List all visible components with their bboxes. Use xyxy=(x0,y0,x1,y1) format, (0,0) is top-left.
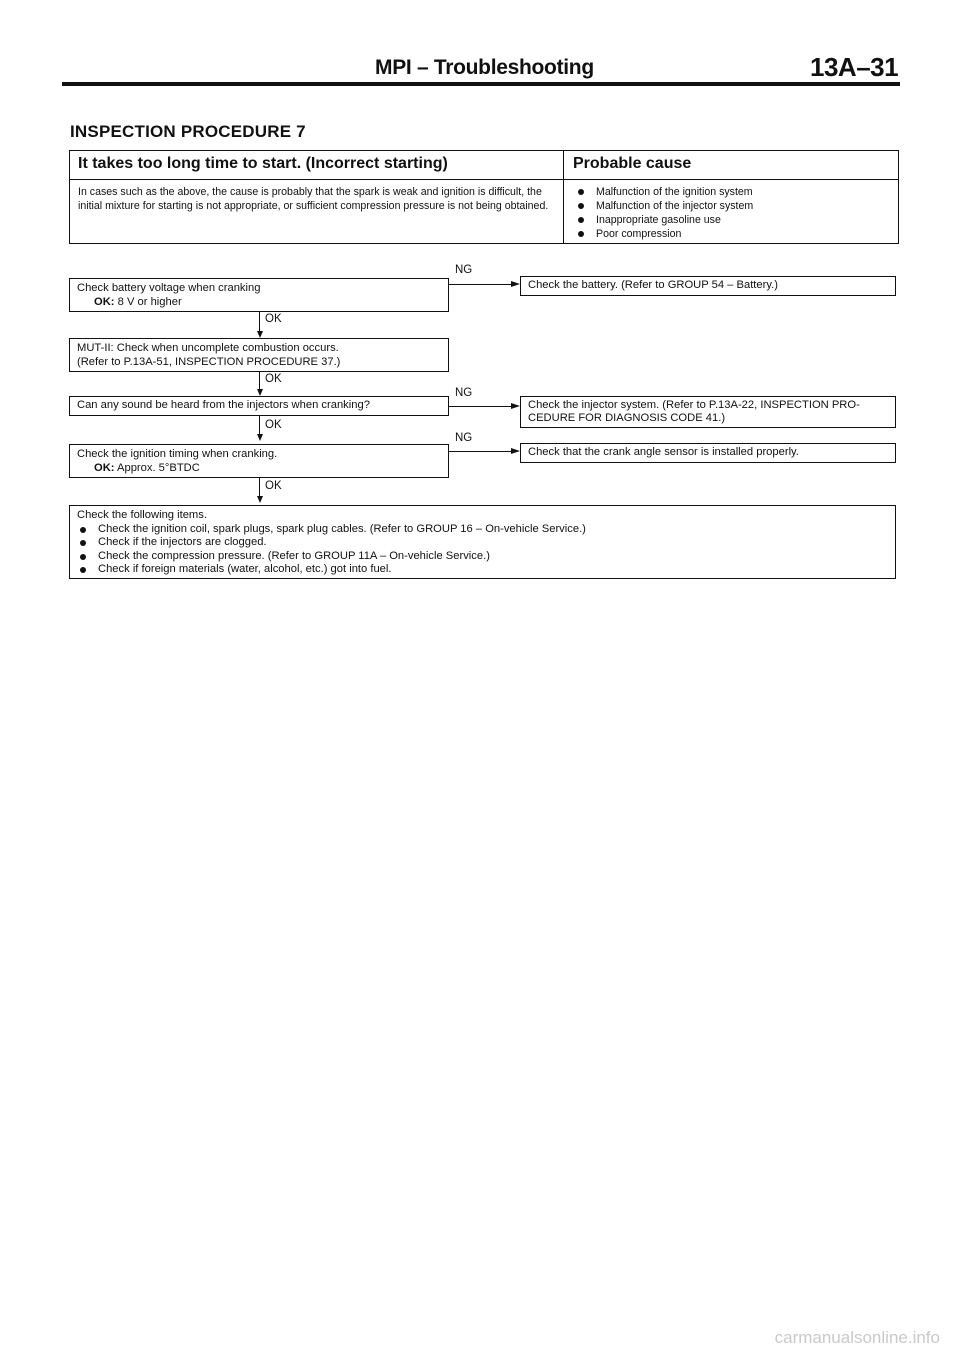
ok-label: OK xyxy=(265,373,282,385)
step-mut-ii-check xyxy=(69,338,449,372)
ok-criteria-label: OK: xyxy=(94,295,115,308)
page-header-title: MPI – Troubleshooting xyxy=(375,56,594,79)
ok-connector xyxy=(259,416,260,436)
result-check-crank-angle-sensor: Check that the crank angle sensor is installed properly. xyxy=(520,443,896,463)
step-text: MUT-II: Check when uncomplete combustion occurs. xyxy=(77,342,339,354)
ng-arrow xyxy=(511,281,520,287)
final-check-item: Check if the injectors are clogged. xyxy=(77,536,888,550)
result-check-battery: Check the battery. (Refer to GROUP 54 – Battery.) xyxy=(520,276,896,296)
final-check-item: Check if foreign materials (water, alcohol, etc.) got into fuel. xyxy=(77,563,888,577)
ng-connector xyxy=(449,284,511,285)
ok-connector xyxy=(259,312,260,333)
step-check-following-items xyxy=(69,505,896,579)
ok-arrow xyxy=(257,331,263,338)
ok-criteria-label: OK: xyxy=(94,461,115,474)
step-injector-sound: Can any sound be heard from the injectors when cranking? xyxy=(69,396,449,416)
step-ignition-timing xyxy=(69,444,449,478)
ng-label: NG xyxy=(455,387,473,399)
symptom-heading: It takes too long time to start. (Incorrect starting) xyxy=(78,155,448,172)
cause-table-divider xyxy=(563,151,564,243)
ok-label: OK xyxy=(265,313,282,325)
probable-cause-item: Inappropriate gasoline use xyxy=(575,213,895,227)
step-criteria xyxy=(77,462,441,476)
header-rule xyxy=(62,82,900,86)
step-check-battery-voltage xyxy=(69,278,449,312)
ng-label: NG xyxy=(455,432,473,444)
step-criteria xyxy=(77,296,441,310)
ok-criteria-value: Approx. 5°BTDC xyxy=(117,461,200,474)
ng-connector xyxy=(449,406,511,407)
final-check-item: Check the compression pressure. (Refer to GROUP 11A – On-vehicle Service.) xyxy=(77,550,888,564)
probable-cause-item: Poor compression xyxy=(575,227,895,241)
final-check-item: Check the ignition coil, spark plugs, spark plug cables. (Refer to GROUP 16 – On-vehicle Service.) xyxy=(77,523,888,537)
step-text: Check the ignition timing when cranking. xyxy=(77,448,278,460)
probable-cause-heading: Probable cause xyxy=(573,155,692,172)
ok-label: OK xyxy=(265,480,282,492)
step-text: Check battery voltage when cranking xyxy=(77,282,261,294)
cause-table xyxy=(69,150,899,244)
ok-arrow xyxy=(257,496,263,503)
probable-cause-list xyxy=(575,185,895,241)
final-check-list xyxy=(77,523,888,577)
symptom-description: In cases such as the above, the cause is probably that the spark is weak and ignition is difficult, the initial mixture for starting is not appropriate, or sufficient compression pressure is not being obtained. xyxy=(78,186,549,212)
ok-arrow xyxy=(257,389,263,396)
probable-cause-item: Malfunction of the injector system xyxy=(575,199,895,213)
ok-criteria-value: 8 V or higher xyxy=(117,295,182,308)
ok-connector xyxy=(259,478,260,498)
ng-arrow xyxy=(511,448,520,454)
ok-label: OK xyxy=(265,419,282,431)
watermark-footer: carmanualsonline.info xyxy=(774,1328,940,1347)
ng-label: NG xyxy=(455,264,473,276)
ok-arrow xyxy=(257,434,263,441)
ng-connector xyxy=(449,451,511,452)
result-check-injector-system: Check the injector system. (Refer to P.13A-22, INSPECTION PRO-CEDURE FOR DIAGNOSIS CODE 41.) xyxy=(520,396,896,428)
page-number: 13A–31 xyxy=(810,52,899,82)
procedure-title: INSPECTION PROCEDURE 7 xyxy=(70,122,306,141)
ng-arrow xyxy=(511,403,520,409)
final-heading: Check the following items. xyxy=(77,509,207,521)
probable-cause-item: Malfunction of the ignition system xyxy=(575,185,895,199)
step-reference: (Refer to P.13A-51, INSPECTION PROCEDURE 37.) xyxy=(77,355,341,368)
